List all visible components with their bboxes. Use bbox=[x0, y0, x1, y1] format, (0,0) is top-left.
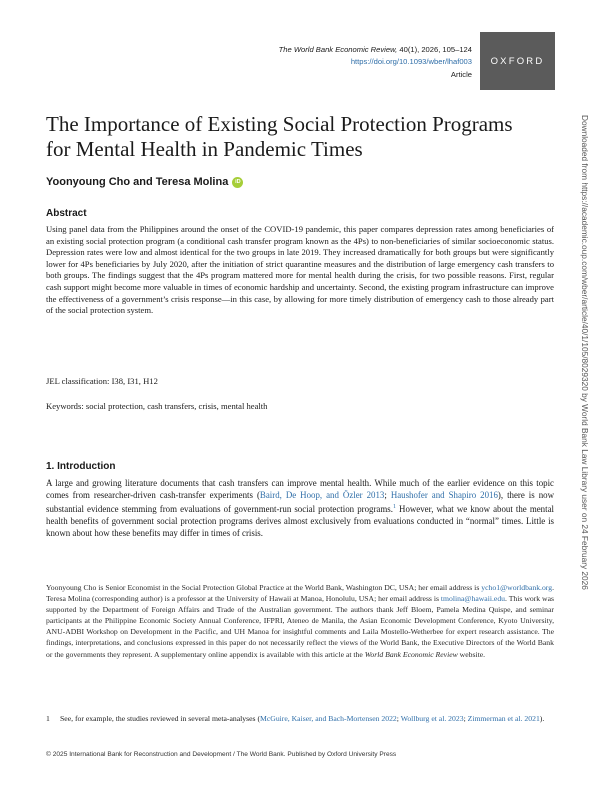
citation-separator: ; bbox=[384, 489, 391, 500]
citation-separator: ; bbox=[463, 714, 468, 723]
intro-text-2: ), there is now substantial evidence stemming from evaluations of government-run social protection programs. bbox=[46, 489, 554, 514]
author-note-text-2: . Teresa Molina (corresponding author) is a professor at the University of Hawaii at Manoa, Honolulu, USA; her email address is bbox=[46, 583, 554, 604]
keywords-label: Keywords: bbox=[46, 401, 84, 411]
orcid-label: iD bbox=[235, 179, 241, 185]
jel-codes: I38, I31, H12 bbox=[111, 376, 158, 386]
citation-link[interactable]: Baird, De Hoop, and Özler 2013 bbox=[259, 489, 385, 500]
author-note-text-1: Yoonyoung Cho is Senior Economist in the Social Protection Global Practice at the World Bank, Washington DC, USA; her email address is bbox=[46, 583, 482, 592]
oxford-logo[interactable] bbox=[480, 32, 555, 90]
copyright-line: © 2025 International Bank for Reconstruction and Development / The World Bank. Published by Oxford University Press bbox=[46, 751, 397, 758]
footnote bbox=[46, 713, 554, 724]
citation-link[interactable]: Haushofer and Shapiro 2016 bbox=[390, 489, 498, 500]
journal-name-italic: World Bank Economic Review bbox=[364, 649, 458, 659]
citation-link[interactable]: Wollburg et al. 2023 bbox=[400, 714, 464, 723]
journal-name: The World Bank Economic Review, bbox=[278, 45, 398, 54]
footnote-text-1: See, for example, the studies reviewed in several meta-analyses ( bbox=[60, 714, 261, 723]
citation-separator: ; bbox=[396, 714, 401, 723]
footnote-marker[interactable]: 1 bbox=[392, 503, 396, 510]
author-note bbox=[46, 582, 554, 660]
jel-classification bbox=[46, 376, 158, 386]
journal-citation bbox=[142, 44, 472, 56]
volume-pages: 40(1), 2026, 105–124 bbox=[399, 45, 472, 54]
article-title: The Importance of Existing Social Protection Programs for Mental Health in Pandemic Times bbox=[46, 112, 513, 161]
abstract-text: Using panel data from the Philippines around the onset of the COVID-19 pandemic, this paper compares depression rates among beneficiaries of an existing social protection program (a conditional cash transfer program known as the 4Ps) to non-beneficiaries of similar socioeconomic status. Depression rates were low and almost identical for the two groups in late 2019. They increased dramatically for both groups but were significantly lower for 4Ps beneficiaries by July 2020, after the initiation of strict quarantine measures and the distribution of large emergency cash transfers to both groups. The findings suggest that the 4Ps program mattered more for mental health during the crisis, for two possible reasons. First, regular cash support might become more valuable in times of economic hardship and uncertainty. Second, the existing program infrastructure can improve the effectiveness of a government’s crisis response—in this case, by allowing for more timely distribution of emergency cash to those already part of the social protection system. bbox=[46, 224, 554, 316]
download-watermark-text: Downloaded from https://academic.oup.com/wber/article/40/1/105/8029320 by World Bank Law Library user on 24 February 2026 bbox=[580, 115, 590, 590]
email-link[interactable]: ycho1@worldbank.org bbox=[481, 583, 553, 592]
keywords bbox=[46, 401, 267, 411]
author-note-text-4: website. bbox=[457, 649, 486, 659]
author-line bbox=[46, 176, 243, 188]
author-names: Yoonyoung Cho and Teresa Molina bbox=[46, 176, 229, 188]
section-heading-introduction: 1. Introduction bbox=[46, 461, 116, 472]
citation-link[interactable]: Zimmerman et al. 2021 bbox=[467, 714, 540, 723]
intro-text-3: However, what we know about the mental health benefits of government social protection programs derives almost exclusively from evaluations conducted in “normal” times. Little is known about how these benefits may differ in times of crisis. bbox=[46, 503, 554, 538]
oxford-logo-text: OXFORD bbox=[490, 55, 545, 67]
footnote-number: 1 bbox=[46, 714, 50, 723]
jel-label: JEL classification: bbox=[46, 376, 110, 386]
email-link[interactable]: tmolina@hawaii.edu bbox=[440, 594, 506, 604]
author-note-text-3: . This work was supported by the Department of Foreign Affairs and Trade of the Australian government. The authors thank Jeff Bloem, Pamela Medina Quispe, and seminar participants at the Philippine Economic Society Annual Conference, IFPRI, Ateneo de Manila, the Asian Economic Development Conference, Kyoto University, ANU-ADBI Workshop on Development in the Pacific, and UH Manoa for insightful comments and Laila Mostello-Wetherbee for expert research assistance. The findings, interpretations, and conclusions expressed in this paper do not necessarily reflect the views of the World Bank, the Executive Directors of the World Bank or the governments they represent. A supplementary online appendix is available with this article at the bbox=[46, 594, 554, 659]
keywords-list: social protection, cash transfers, crisis, mental health bbox=[85, 401, 268, 411]
article-type: Article bbox=[450, 70, 472, 79]
intro-paragraph bbox=[46, 478, 554, 540]
orcid-icon[interactable] bbox=[232, 177, 243, 188]
footnote-text-2: ). bbox=[539, 714, 545, 723]
abstract-heading: Abstract bbox=[46, 208, 87, 219]
intro-text-1: A large and growing literature documents that cash transfers can improve mental health. While much of the earlier evidence on this topic comes from researcher-driven cash-transfer experiments ( bbox=[46, 478, 554, 500]
footnote-text bbox=[60, 713, 554, 724]
citation-link[interactable]: McGuire, Kaiser, and Bach-Mortensen 2022 bbox=[260, 714, 397, 723]
download-watermark bbox=[576, 115, 590, 695]
doi-link[interactable]: https://doi.org/10.1093/wber/lhaf003 bbox=[350, 57, 472, 66]
